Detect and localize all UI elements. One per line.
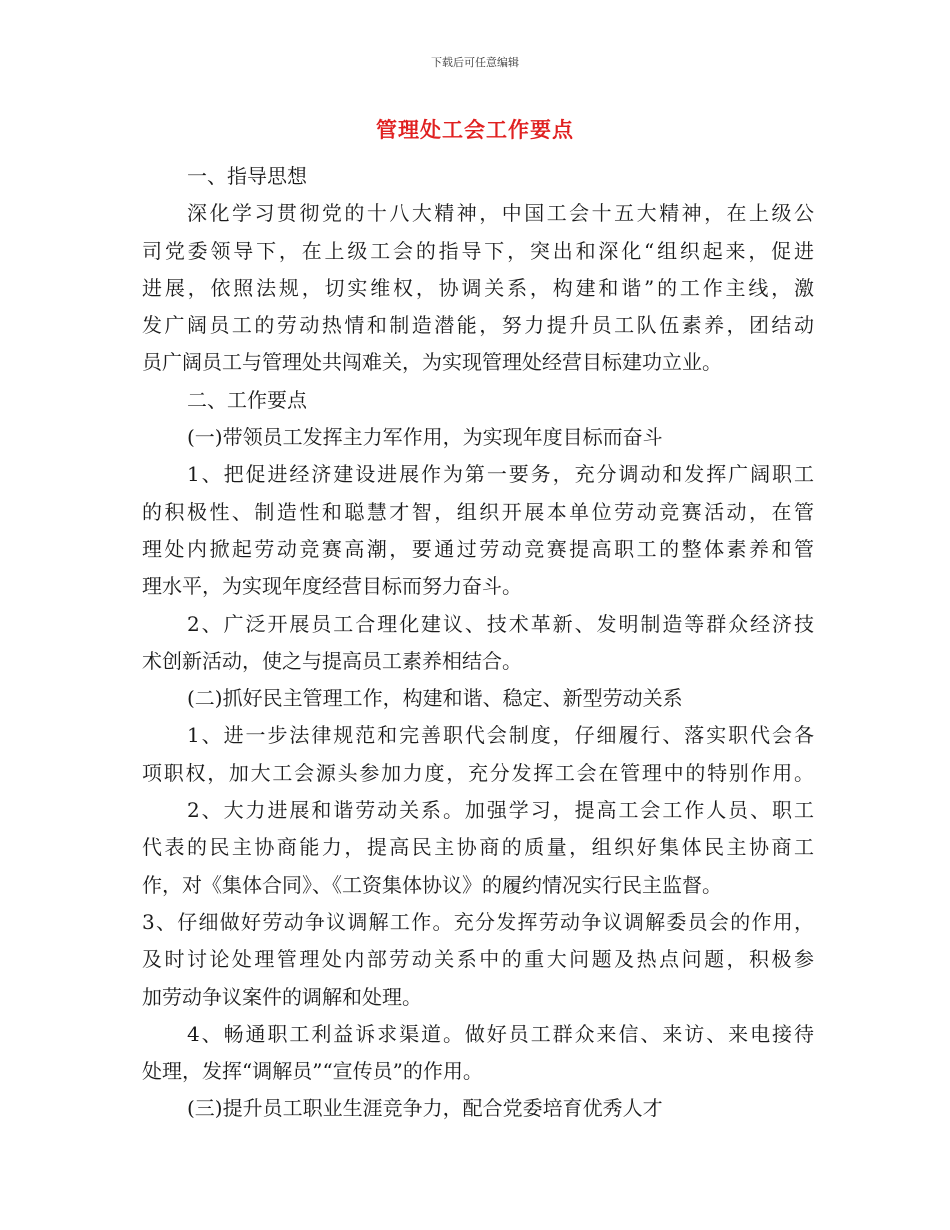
body-line: 及时讨论处理管理处内部劳动关系中的重大问题及热点问题，积极参	[142, 947, 814, 972]
body-line: 术创新活动，使之与提高员工素养相结合。	[142, 648, 522, 673]
body-line: 处理，发挥“调解员”“宣传员”的作用。	[142, 1059, 483, 1084]
body-line: 3、仔细做好劳动争议调解工作。充分发挥劳动争议调解委员会的作用，	[142, 909, 814, 934]
body-line: 发广阔员工的劳动热情和制造潜能，努力提升员工队伍素养，团结动	[142, 313, 814, 338]
body-line: 进展，依照法规，切实维权，协调关系，构建和谐”的工作主线，激	[142, 275, 814, 300]
body-line: 2、大力进展和谐劳动关系。加强学习，提高工会工作人员、职工	[187, 798, 814, 823]
body-line: (三)提升员工职业生涯竞争力，配合党委培育优秀人才	[187, 1096, 663, 1121]
body-line: 的积极性、制造性和聪慧才智，组织开展本单位劳动竞赛活动，在管	[142, 499, 814, 524]
document-body	[142, 158, 814, 1128]
header-note: 下载后可任意编辑	[431, 56, 519, 69]
body-line: 1、把促进经济建设进展作为第一要务，充分调动和发挥广阔职工	[187, 462, 814, 487]
body-line: 二、工作要点	[187, 387, 307, 412]
body-line: 理水平，为实现年度经营目标而努力奋斗。	[142, 574, 522, 599]
body-line: 加劳动争议案件的调解和处理。	[142, 984, 422, 1009]
body-line: 项职权，加大工会源头参加力度，充分发挥工会在管理中的特别作用。	[142, 760, 814, 785]
body-line: 1、进一步法律规范和完善职代会制度，仔细履行、落实职代会各	[187, 723, 814, 748]
body-line: 4、畅通职工利益诉求渠道。做好员工群众来信、来访、来电接待	[187, 1021, 814, 1046]
body-line: 一、指导思想	[187, 164, 307, 188]
body-line: (二)抓好民主管理工作，构建和谐、稳定、新型劳动关系	[187, 686, 683, 711]
body-line: 理处内掀起劳动竞赛高潮，要通过劳动竞赛提高职工的整体素养和管	[142, 536, 814, 561]
body-line: 2、广泛开展员工合理化建议、技术革新、发明制造等群众经济技	[187, 611, 814, 636]
body-line: 作，对《集体合同》、《工资集体协议》的履约情况实行民主监督。	[142, 872, 722, 897]
document-title: 管理处工会工作要点	[376, 118, 574, 142]
body-line: 深化学习贯彻党的十八大精神，中国工会十五大精神，在上级公	[187, 201, 814, 226]
body-line: 代表的民主协商能力，提高民主协商的质量，组织好集体民主协商工	[142, 835, 814, 860]
body-line: 员广阔员工与管理处共闯难关，为实现管理处经营目标建功立业。	[142, 350, 722, 375]
body-line: (一)带领员工发挥主力军作用，为实现年度目标而奋斗	[187, 425, 663, 450]
body-line: 司党委领导下，在上级工会的指导下，突出和深化“组织起来，促进	[142, 238, 814, 263]
